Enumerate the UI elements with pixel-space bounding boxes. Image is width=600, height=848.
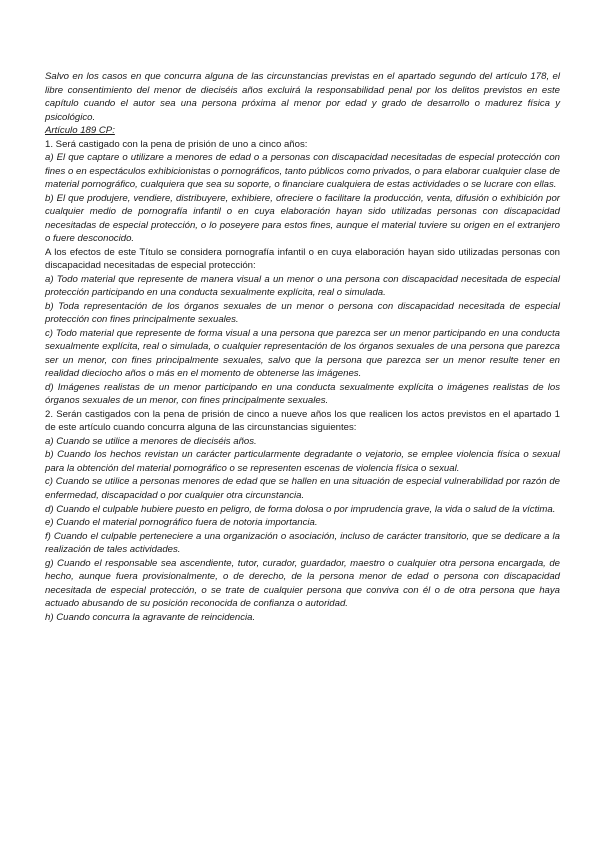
section-1-intro: 1. Será castigado con la pena de prisión de uno a cinco años: [45, 138, 308, 150]
definition-c: c) Todo material que represente de forma visual a una persona que parezca ser un menor participando en una conducta sexualmente explícita, real o simulada, o cualquier representación de los órganos sexuales de una persona que parezca ser un menor, con fines principalmente sexuales, salvo que la persona que parezca ser un menor resulte tener en realidad dieciocho años o más en el momento de obtenerse las imágenes. [45, 327, 560, 380]
section-2-intro: 2. Serán castigados con la pena de prisión de cinco a nueve años los que realicen los actos previstos en el apartado 1 de este artículo cuando concurra alguna de las circunstancias siguientes: [45, 408, 560, 434]
paragraph-consent-exception: Salvo en los casos en que concurra alguna de las circunstancias previstas en el apartado segundo del artículo 178, el libre consentimiento del menor de dieciséis años excluirá la responsabilidad penal por los delitos previstos en este capítulo cuando el autor sea una persona próxima al menor por edad y grado de desarrollo o madurez física y psicológico. [45, 71, 560, 123]
section-2-item-g: g) Cuando el responsable sea ascendiente, tutor, curador, guardador, maestro o cualquier otra persona encargada, de hecho, aunque fuera provisionalmente, o de derecho, de la persona menor de edad o persona con discapacidad necesitada de especial protección, o se trate de cualquier persona que conviva con él o de otra persona que haya actuado abusando de su posición reconocida de confianza o autoridad. [45, 557, 560, 610]
section-2-item-e: e) Cuando el material pornográfico fuera de notoria importancia. [45, 517, 318, 529]
document-body [45, 70, 560, 624]
section-2-item-d: d) Cuando el culpable hubiere puesto en peligro, de forma dolosa o por imprudencia grave, la vida o salud de la víctima. [45, 503, 556, 515]
section-1-item-b: b) El que produjere, vendiere, distribuyere, exhibiere, ofreciere o facilitare la producción, venta, difusión o exhibición por cualquier medio de pornografía infantil o en cuya elaboración hayan sido utilizadas personas con discapacidad necesitadas de especial protección, o lo poseyere para estos fines, aunque el material tuviere su origen en el extranjero o fuere desconocido. [45, 192, 560, 245]
section-2-item-b: b) Cuando los hechos revistan un carácter particularmente degradante o vejatorio, se emplee violencia física o sexual para la obtención del material pornográfico o se representen escenas de violencia física o sexual. [45, 449, 560, 474]
definitions-intro: A los efectos de este Título se considera pornografía infantil o en cuya elaboración hayan sido utilizadas personas con discapacidad necesitadas de especial protección: [45, 246, 560, 272]
section-2-item-f: f) Cuando el culpable perteneciere a una organización o asociación, incluso de carácter transitorio, que se dedicare a la realización de tales actividades. [45, 530, 560, 556]
section-1-item-a: a) El que captare o utilizare a menores de edad o a personas con discapacidad necesitadas de especial protección con fines o en espectáculos exhibicionistas o pornográficos, tanto públicos como privados, o para elaborar cualquier clase de material pornográfico, cualquiera que sea su soporte, o financiare cualquiera de estas actividades o se lucrare con ellas. [45, 152, 560, 191]
definition-b: b) Toda representación de los órganos sexuales de un menor o persona con discapacidad necesitada de especial protección con fines principalmente sexuales. [45, 300, 560, 326]
section-2-item-h: h) Cuando concurra la agravante de reincidencia. [45, 611, 256, 623]
section-2-item-c: c) Cuando se utilice a personas menores de edad que se hallen en una situación de especial vulnerabilidad por razón de enfermedad, discapacidad o por cualquier otra circunstancia. [45, 476, 560, 501]
article-heading: Artículo 189 CP: [45, 125, 115, 137]
definition-a: a) Todo material que represente de manera visual a un menor o una persona con discapacidad necesitada de especial protección participando en una conducta sexualmente explícita, real o simulada. [45, 273, 560, 299]
section-2-item-a: a) Cuando se utilice a menores de dieciséis años. [45, 435, 257, 447]
definition-d: d) Imágenes realistas de un menor participando en una conducta sexualmente explícita o imágenes realistas de los órganos sexuales de un menor, con fines principalmente sexuales. [45, 381, 560, 407]
